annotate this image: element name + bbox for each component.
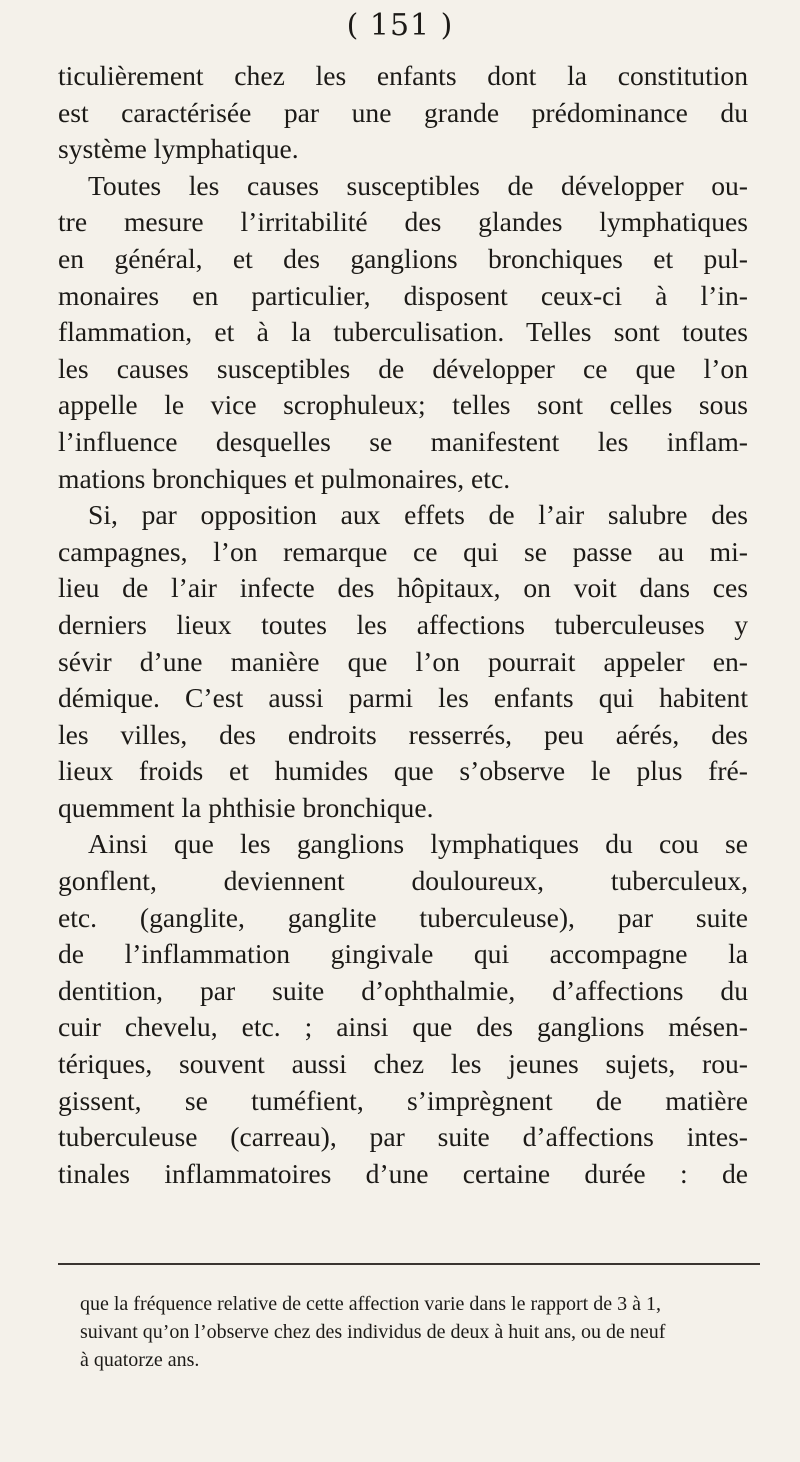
body-line: monaires en particulier, disposent ceux-ci à l’in- xyxy=(58,279,748,311)
body-line: Si, par opposition aux effets de l’air salubre des xyxy=(88,499,748,531)
body-line: est caractérisée par une grande prédominance du xyxy=(58,96,748,128)
body-line: mations bronchiques et pulmonaires, etc. xyxy=(58,462,511,494)
body-line: de l’inflammation gingivale qui accompagne la xyxy=(58,938,748,970)
body-line: cuir chevelu, etc. ; ainsi que des ganglions mésen- xyxy=(58,1011,748,1043)
footnote-line: que la fréquence relative de cette affection varie dans le rapport de 3 à 1, xyxy=(80,1293,661,1315)
body-line: gissent, se tuméfient, s’imprègnent de matière xyxy=(58,1084,748,1116)
footnote-line: à quatorze ans. xyxy=(80,1349,200,1371)
body-line: etc. (ganglite, ganglite tuberculeuse), par suite xyxy=(58,901,748,933)
body-line: campagnes, l’on remarque ce qui se passe au mi- xyxy=(58,535,748,567)
body-line: flammation, et à la tuberculisation. Telles sont toutes xyxy=(58,316,748,348)
footnote xyxy=(80,1290,760,1374)
body-line: tinales inflammatoires d’une certaine durée : de xyxy=(58,1157,748,1189)
footnote-divider xyxy=(58,1263,760,1265)
body-line: l’influence desquelles se manifestent les inflam- xyxy=(58,425,748,457)
body-line: appelle le vice scrophuleux; telles sont celles sous xyxy=(58,389,748,421)
body-line: tuberculeuse (carreau), par suite d’affections intes- xyxy=(58,1121,748,1153)
body-line: sévir d’une manière que l’on pourrait appeler en- xyxy=(58,645,748,677)
body-line: gonflent, deviennent douloureux, tuberculeux, xyxy=(58,865,748,897)
body-line: dentition, par suite d’ophthalmie, d’affections du xyxy=(58,974,748,1006)
body-line: lieu de l’air infecte des hôpitaux, on voit dans ces xyxy=(58,572,748,604)
footnote-line: suivant qu’on l’observe chez des individus de deux à huit ans, ou de neuf xyxy=(80,1321,666,1343)
body-line: Ainsi que les ganglions lymphatiques du cou se xyxy=(88,828,748,860)
body-line: les causes susceptibles de développer ce que l’on xyxy=(58,352,748,384)
body-line: ticulièrement chez les enfants dont la constitution xyxy=(58,60,748,91)
body-line: en général, et des ganglions bronchiques et pul- xyxy=(58,242,748,274)
body-line: Toutes les causes susceptibles de développer ou- xyxy=(88,169,748,201)
body-line: quemment la phthisie bronchique. xyxy=(58,791,434,823)
body-line: derniers lieux toutes les affections tuberculeuses y xyxy=(58,608,748,640)
page-number: ( 151 ) xyxy=(346,8,454,43)
body-text xyxy=(58,58,748,1192)
body-line: tre mesure l’irritabilité des glandes lymphatiques xyxy=(58,206,748,238)
body-line: système lymphatique. xyxy=(58,133,299,165)
body-line: lieux froids et humides que s’observe le plus fré- xyxy=(58,755,748,787)
body-line: tériques, souvent aussi chez les jeunes sujets, rou- xyxy=(58,1048,748,1080)
body-line: les villes, des endroits resserrés, peu aérés, des xyxy=(58,718,748,750)
body-line: démique. C’est aussi parmi les enfants qui habitent xyxy=(58,682,748,714)
